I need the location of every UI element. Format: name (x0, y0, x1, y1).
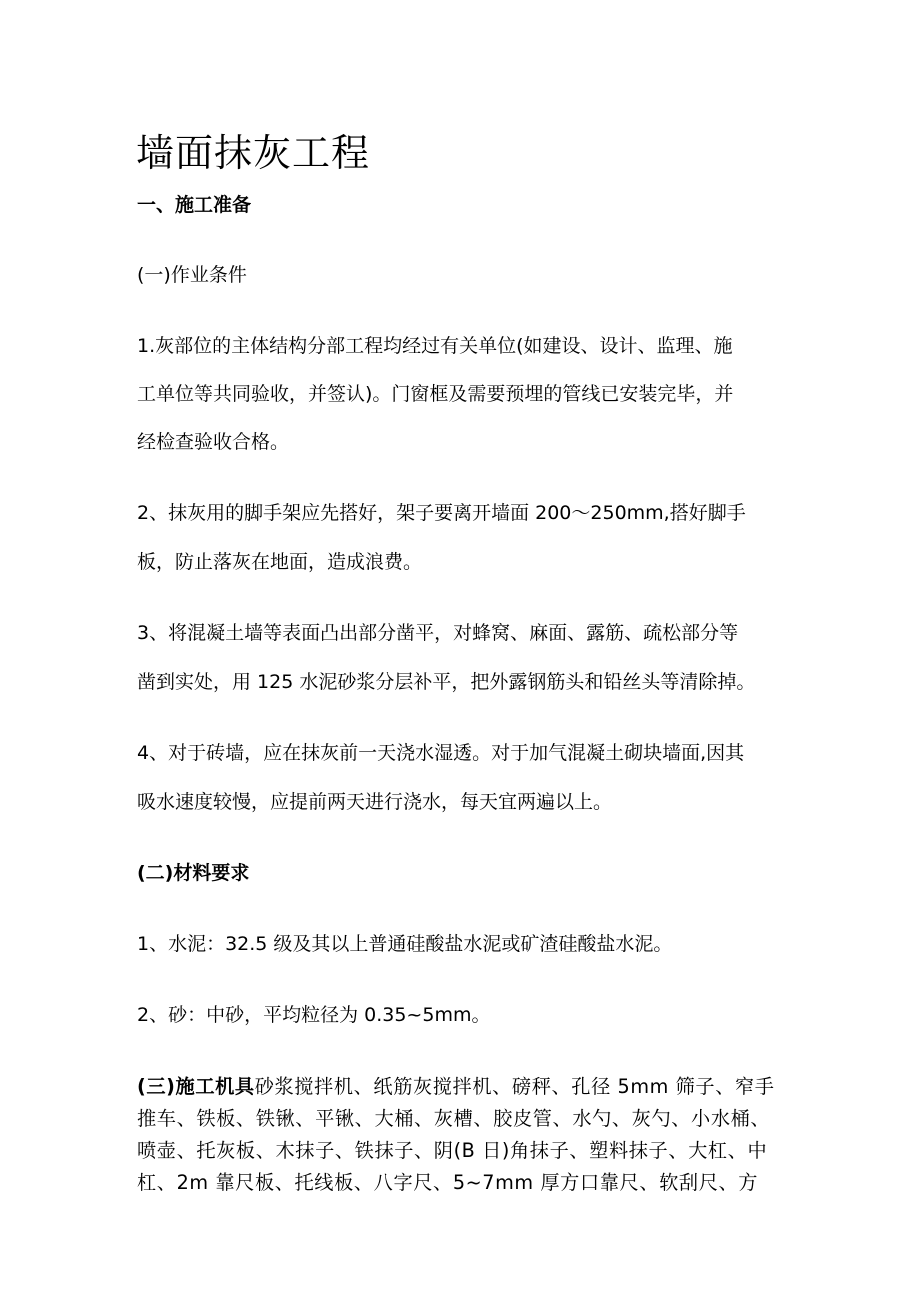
tools-line-1-text: 砂浆搅拌机、纸筋灰搅拌机、磅秤、孔径 5mm 筛子、窄手 (254, 1075, 775, 1098)
document-title: 墙面抹灰工程 (136, 131, 371, 175)
work-condition-4-line-1: 4、对于砖墙，应在抹灰前一天浇水湿透。对于加气混凝土砌块墙面,因其 (137, 742, 745, 764)
tools-line-2: 推车、铁板、铁锹、平锹、大桶、灰槽、胶皮管、水勺、灰勺、小水桶、 (137, 1107, 771, 1130)
tools-line-3: 喷壶、托灰板、木抹子、铁抹子、阴(B 日)角抹子、塑料抹子、大杠、中 (137, 1139, 768, 1162)
material-item-2: 2、砂：中砂，平均粒径为 0.35~5mm。 (137, 1004, 491, 1026)
section-heading-prep: 一、施工准备 (137, 194, 252, 216)
subsection-heading-tools: (三)施工机具 (137, 1075, 255, 1098)
work-condition-1-line-2: 工单位等共同验收，并签认)。门窗框及需要预埋的管线已安装完毕，并 (137, 383, 734, 405)
work-condition-2-line-2: 板，防止落灰在地面，造成浪费。 (137, 551, 423, 573)
work-condition-2-line-1: 2、抹灰用的脚手架应先搭好，架子要离开墙面 200～250mm,搭好脚手 (137, 502, 746, 524)
work-condition-3-line-1: 3、将混凝土墙等表面凸出部分凿平，对蜂窝、麻面、露筋、疏松部分等 (137, 622, 739, 644)
subsection-heading-work-conditions: (一)作业条件 (137, 264, 247, 286)
work-condition-4-line-2: 吸水速度较慢，应提前两天进行浇水，每天宜两遍以上。 (137, 791, 613, 813)
material-item-1: 1、水泥：32.5 级及其以上普通硅酸盐水泥或矿渣硅酸盐水泥。 (137, 933, 673, 955)
tools-line-4: 杠、2m 靠尺板、托线板、八字尺、5~7mm 厚方口靠尺、软刮尺、方 (137, 1171, 759, 1194)
tools-line-1 (137, 1074, 775, 1100)
work-condition-1-line-1: 1.灰部位的主体结构分部工程均经过有关单位(如建设、设计、监理、施 (137, 335, 733, 357)
work-condition-3-line-2: 凿到实处，用 125 水泥砂浆分层补平，把外露钢筋头和铅丝头等清除掉。 (137, 671, 756, 693)
subsection-heading-materials: (二)材料要求 (137, 862, 250, 884)
work-condition-1-line-3: 经检查验收合格。 (137, 431, 290, 453)
